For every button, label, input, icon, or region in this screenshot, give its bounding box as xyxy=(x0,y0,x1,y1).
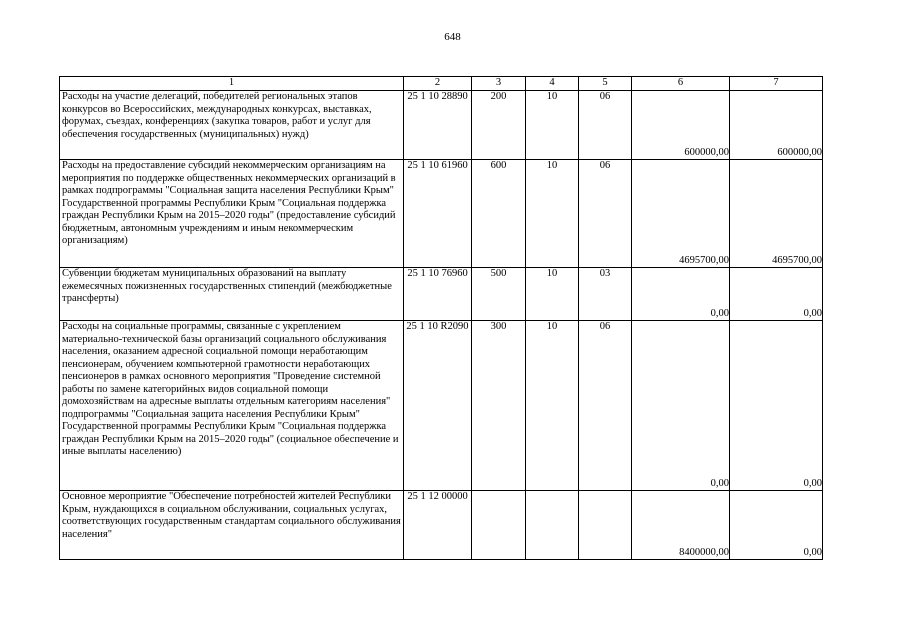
header-cell: 3 xyxy=(472,77,526,91)
header-cell: 5 xyxy=(579,77,632,91)
amount-col7: 4695700,00 xyxy=(730,160,823,268)
page-number: 648 xyxy=(444,31,461,43)
amount-col6: 8400000,00 xyxy=(632,491,730,560)
row-description: Расходы на социальные программы, связанные с укреплением материально-технической базы организаций социального обслуживания населения, оказанием адресной социальной помощи неработающим пенсионерам, обучением компьютерной грамотности неработающих пенсионеров в рамках основного мероприятия "Проведение системной работы по замене категорийных видов социальной помощи домохозяйствам на адресные выплаты отдельным категориям населения" подпрограммы "Социальная защита населения Республики Крым" Государственной программы Республики Крым "Социальная поддержка граждан Республики Крым на 2015–2020 годы" (социальное обеспечение и иные выплаты населению) xyxy=(60,321,404,491)
header-row xyxy=(60,77,823,91)
amount-col7: 0,00 xyxy=(730,268,823,321)
amount-col7: 600000,00 xyxy=(730,91,823,160)
header-cell: 7 xyxy=(730,77,823,91)
header-cell: 2 xyxy=(404,77,472,91)
target-code: 25 1 12 00000 xyxy=(404,491,472,560)
header-cell: 4 xyxy=(526,77,579,91)
subsection: 06 xyxy=(579,160,632,268)
row-description: Расходы на участие делегаций, победителей региональных этапов конкурсов во Всероссийских, международных конкурсах, выставках, форумах, съездах, конференциях (закупка товаров, работ и услуг для обеспечения государственных (муниципальных) нужд) xyxy=(60,91,404,160)
header-cell: 1 xyxy=(60,77,404,91)
expense-type: 600 xyxy=(472,160,526,268)
section: 10 xyxy=(526,160,579,268)
table-row xyxy=(60,321,823,491)
subsection: 06 xyxy=(579,321,632,491)
target-code: 25 1 10 76960 xyxy=(404,268,472,321)
amount-col6: 0,00 xyxy=(632,321,730,491)
header-cell: 6 xyxy=(632,77,730,91)
section: 10 xyxy=(526,91,579,160)
table-row xyxy=(60,160,823,268)
budget-table xyxy=(59,76,823,560)
amount-col6: 4695700,00 xyxy=(632,160,730,268)
amount-col7: 0,00 xyxy=(730,491,823,560)
target-code: 25 1 10 R2090 xyxy=(404,321,472,491)
amount-col7: 0,00 xyxy=(730,321,823,491)
expense-type xyxy=(472,491,526,560)
expense-type: 300 xyxy=(472,321,526,491)
table-row xyxy=(60,268,823,321)
expense-type: 200 xyxy=(472,91,526,160)
amount-col6: 600000,00 xyxy=(632,91,730,160)
row-description: Расходы на предоставление субсидий некоммерческим организациям на мероприятия по поддержке общественных некоммерческих организаций в рамках подпрограммы "Социальная защита населения Республики Крым" Государственной программы Республики Крым "Социальная поддержка граждан Республики Крым на 2015–2020 годы" (предоставление субсидий бюджетным, автономным учреждениям и иным некоммерческим организациям) xyxy=(60,160,404,268)
section xyxy=(526,491,579,560)
row-description: Основное мероприятие "Обеспечение потребностей жителей Республики Крым, нуждающихся в социальном обслуживании, социальных услугах, соответствующих государственным стандартам социального обслуживания населения" xyxy=(60,491,404,560)
table-row xyxy=(60,491,823,560)
amount-col6: 0,00 xyxy=(632,268,730,321)
section: 10 xyxy=(526,321,579,491)
table-row xyxy=(60,91,823,160)
target-code: 25 1 10 28890 xyxy=(404,91,472,160)
subsection xyxy=(579,491,632,560)
expense-type: 500 xyxy=(472,268,526,321)
subsection: 06 xyxy=(579,91,632,160)
row-description: Субвенции бюджетам муниципальных образований на выплату ежемесячных пожизненных государственных стипендий (межбюджетные трансферты) xyxy=(60,268,404,321)
target-code: 25 1 10 61960 xyxy=(404,160,472,268)
subsection: 03 xyxy=(579,268,632,321)
section: 10 xyxy=(526,268,579,321)
